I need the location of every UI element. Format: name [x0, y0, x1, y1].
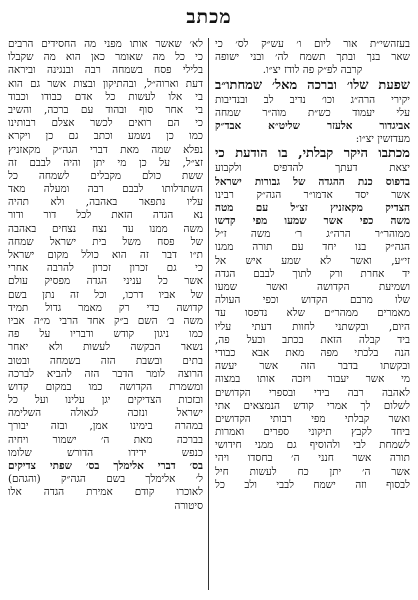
left-column-line: משה ב׳ השם ב״ק אחד הרבי מ״ה אביו [8, 314, 203, 327]
right-column-line: אביגדור אלעזר שליט״א אבד״ק [215, 119, 410, 132]
left-column-line: ומשמרת הקדושה כמו במקום קדוש [8, 380, 203, 393]
right-column-line: עלי יעמוד כש״ת מוה״ר שמחה [215, 106, 410, 119]
left-column-line: סיטורה [174, 499, 203, 512]
left-column-line: השתדלותו לבבם רבה ומעלה מאד [8, 183, 203, 196]
right-column-line: לאהבה רבה בידי ובספרי הקדושים [215, 386, 410, 399]
left-column-line: קדושה כדי רק מאמר גדול תמיד [8, 301, 203, 314]
left-column-line: נפלא שמה מאת דברי הגה״ק מקאזניץ [8, 143, 203, 156]
right-column-line: היום, ובקשתני לחוות דעתי עליו [215, 320, 410, 333]
right-text-column [215, 38, 410, 590]
left-column-line: ישראל ונזכה לגאולה השלימה [8, 407, 203, 420]
right-column-line: הנה בלכתי מפה מאת אבא כבודי [215, 346, 410, 359]
right-column-line: מעדזשין יצ״ו: [355, 133, 410, 146]
right-column-line: שפעת שלו׳ וברכה מאל׳ שמחתו״ב [215, 77, 410, 93]
right-column-line: מכתבו היקר קבלתי, בו הודעת כי [215, 146, 410, 162]
left-column-line: בי אלו לעשות כל אדם כבודו וכבוד [8, 90, 203, 103]
right-column-line: מי אשר יעבור ויזכה אותו במצוה [215, 373, 410, 386]
left-column-line: ובזכות הצדיקים יגן עלינו ועל כל [8, 394, 203, 407]
right-column-line: ביחד לקבץ תיקוני ספרים ואמרות [215, 426, 410, 439]
right-column-line: אשר ה׳ יתן כח לעשות חיל [215, 465, 410, 478]
left-column-line: כנפש ידידו הדורש שלומו [8, 446, 203, 459]
right-column-line: יקירי הרה״ג וכו׳ נדיב לב ובנדיבות [215, 93, 410, 106]
left-column-line: של פסח משל בית ישראל שמחה [8, 235, 203, 248]
right-column-line: ואשר קבלתי מפי רבותי הקדושים [215, 412, 410, 425]
page-title: מכתב [186, 6, 232, 28]
right-column-line: הגה״ק בנו יחד עם תורה ממנו [215, 241, 410, 254]
left-column-line: ל׳ אלימלך בשם הגה״ק (והגהם) [8, 473, 203, 486]
left-column-line: כמו כן נשמע וכתב גם כן ויקרא [8, 130, 203, 143]
right-column-line: שאר בנך ובתך תשמח לה׳ ובני ישופה [215, 51, 410, 64]
left-column-line: הרוצה לומר הדבר הזה להביא לברכה [8, 367, 203, 380]
right-column-line: שלו מרבם הקדוש וכפי העולה [215, 294, 410, 307]
right-column-line: לשלום לך אמרי קודש הנמצאים אתי [215, 399, 410, 412]
left-column-line: בי אחר סוף ובהוד עם ברכה, והשיב [8, 103, 203, 116]
right-column-line: זי״ע, ואשר לא שמע איש אל [215, 254, 410, 267]
left-column-line: בס׳ דברי אלימלך בס׳ שפתי צדיקים [8, 460, 203, 472]
right-column-line: בדפוס כנת ההגדה של גבורות ישראל [215, 175, 410, 188]
left-column-line: כי כל מה שאומר כאן הוא מה שקבלו [8, 51, 203, 64]
left-column-line: נא הגדה הזאת לכל דור ודור [8, 209, 203, 222]
left-column-line: כי הם רואים לכשר אצלם רבותינו [8, 117, 203, 130]
right-column-line: מאמרים ממהר״ם שלא נדפסו עד [215, 307, 410, 320]
left-column-line: בתים ובשבת הזה בשמחה ובטוב [8, 354, 203, 367]
left-column-line: דעת וארוה״ל, ובהתיקון ובצות אשר גם הוא [8, 77, 203, 90]
right-column-line: ביד קבלה הזאת בכתב ובעל פה, [215, 333, 410, 346]
left-column-line: כמו ניגון קודש ודבריו על פה [8, 328, 203, 341]
left-column-line: נשאר הבקשה לעשות ולא יאחר [8, 341, 203, 354]
right-column-line: ושמיעת הקדושה ואשר שמעו [215, 281, 410, 293]
left-column-line: בברכה מאת ה׳ ישמור ויחיה [8, 433, 203, 446]
right-column-line: תורה אשר חנני ה׳ בחסדו ויהי [215, 452, 410, 465]
left-column-line: בלילי פסח בשמחה רבה ובנגינה וביראה [8, 64, 203, 77]
column-divider [208, 38, 209, 590]
right-column-line: יד אחרת ורק לתוך לבבם הגדה [215, 267, 410, 280]
right-column-line: אשר יסד אדמו״ר הגה״ק רבינו [215, 188, 410, 201]
left-column-line: משה ממנו עד נצח נצחים באהבה [8, 222, 203, 235]
right-column-line: ממוהר״ר הרה״ג ר׳ משה ז״ל [215, 228, 410, 241]
left-column-line: ת״ו דבר זה הוא כולל מקום ישראל [8, 249, 203, 261]
left-column-line: של אביו דרכו, וכל זה נתן בשם [8, 288, 203, 301]
left-column-line: ששת כולם מקבלים לשמחה כל [8, 169, 203, 182]
right-column-line: קרבה לפ״ק פה לודז יצ״ו. [262, 64, 363, 77]
left-column-line: כי גם זכרון זכרון להרבה אחרי [8, 262, 203, 275]
letter-page [8, 4, 410, 596]
right-column-line: לשמחת לבי ולהוסיף גם ממני חידושי [215, 439, 410, 452]
left-text-column [8, 38, 203, 590]
left-column-line: אשר כל עניני הגדה מפסיק עולם [8, 275, 203, 288]
left-column-line: זצ״ל, על כן מי יתן והיה לבבם זה [8, 156, 203, 169]
left-column-line: עליו נתפאר באהבה, ולא תהיה [8, 196, 203, 209]
right-column-line: לבסוף וזה ישמח לבבי ולב כל [215, 478, 410, 491]
right-column-line: ובקשתו בדבר הזה אשר יעשה [215, 360, 410, 373]
right-column-line: משה כפי אשר שמעו מפי קדשו [215, 215, 410, 228]
left-column-line: לא׳ שאשר אותו מפני מה החסידים הרבים [8, 38, 203, 50]
right-column-line: יצאת דעתך להדפיס ולקבוע [215, 162, 410, 175]
right-column-line: הצדיק מקאזניץ זצ״ל עם מטה [215, 201, 410, 214]
right-column-line: בעזהשי״ת אור ליום ו׳ עש״ק לס׳ כי [215, 38, 410, 50]
left-column-line: לאוכרו קודם אמירת הגדה אלו [8, 486, 203, 499]
left-column-line: במהרה בימינו אמן, ובזה יבורך [8, 420, 203, 433]
